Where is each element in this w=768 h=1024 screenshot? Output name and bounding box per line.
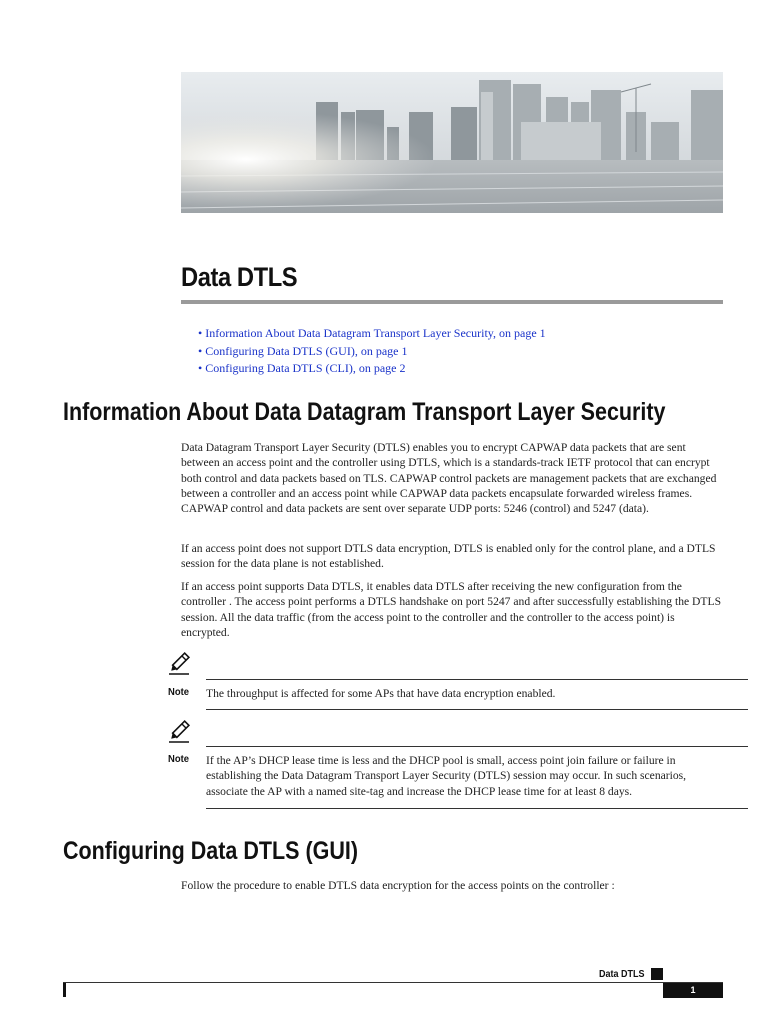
footer-tick bbox=[63, 983, 66, 997]
title-rule bbox=[181, 300, 723, 304]
toc-link-configuring-cli[interactable] bbox=[198, 360, 546, 378]
toc-bullet: • bbox=[198, 361, 203, 375]
paragraph: If an access point does not support DTLS data encryption, DTLS is enabled only for the control plane, and a DTLS session for the data plane is not established. bbox=[181, 542, 716, 571]
pencil-note-icon bbox=[167, 651, 191, 675]
note-text: If the AP’s DHCP lease time is less and the DHCP pool is small, access point join failure or failure in establishing the Data Datagram Transport Layer Security (DTLS) session may occur. In such scenarios, associate the AP with a named site-tag and increase the DHCP lease time for at least 8 days. bbox=[206, 754, 687, 798]
pencil-note-icon bbox=[167, 719, 191, 743]
section-heading-configuring-gui: Configuring Data DTLS (GUI) bbox=[63, 837, 359, 865]
footer-marker bbox=[651, 968, 663, 980]
paragraph: Data Datagram Transport Layer Security (DTLS) enables you to encrypt CAPWAP data packets that are sent between an access point and the controller using DTLS, which is a standards-track IETF protocol that can encrypt both control and data packets based on TLS. CAPWAP control packets are management packets that are exchanged between a controller and an access point while CAPWAP data packets encapsulate forwarded wireless frames. CAPWAP control and data packets are sent over separate UDP ports: 5246 (control) and 5247 (data). bbox=[181, 441, 717, 516]
toc-bullet: • bbox=[198, 326, 203, 340]
section-heading-information: Information About Data Datagram Transport Layer Security bbox=[63, 398, 666, 426]
page-number: 1 bbox=[663, 983, 723, 998]
note-rule bbox=[206, 709, 748, 710]
note-rule bbox=[206, 808, 748, 809]
toc-link-information[interactable] bbox=[198, 325, 546, 343]
chapter-toc bbox=[198, 325, 546, 378]
toc-link-label: Configuring Data DTLS (GUI), on page 1 bbox=[205, 343, 408, 358]
note-text: The throughput is affected for some APs that have data encryption enabled. bbox=[206, 687, 556, 700]
chapter-title: Data DTLS bbox=[181, 262, 298, 292]
note-label: Note bbox=[168, 753, 190, 765]
note-rule bbox=[206, 746, 748, 747]
paragraph: If an access point supports Data DTLS, it enables data DTLS after receiving the new configuration from the controller . The access point performs a DTLS handshake on port 5247 and after successfully establishing the DTLS session. All the data traffic (from the access point to the controller and the controller to the access point) is encrypted. bbox=[181, 580, 722, 639]
footer-chapter-title: Data DTLS bbox=[599, 969, 645, 980]
toc-bullet: • bbox=[198, 343, 203, 358]
toc-link-configuring-gui[interactable] bbox=[198, 343, 546, 361]
header-city-image bbox=[181, 72, 723, 213]
toc-link-label: Information About Data Datagram Transport Layer Security, on page 1 bbox=[205, 326, 546, 340]
note-rule bbox=[206, 679, 748, 680]
toc-link-label: Configuring Data DTLS (CLI), on page 2 bbox=[205, 361, 406, 375]
note-label: Note bbox=[168, 686, 190, 698]
footer-rule bbox=[63, 982, 723, 983]
paragraph: Follow the procedure to enable DTLS data encryption for the access points on the controller : bbox=[181, 879, 615, 892]
